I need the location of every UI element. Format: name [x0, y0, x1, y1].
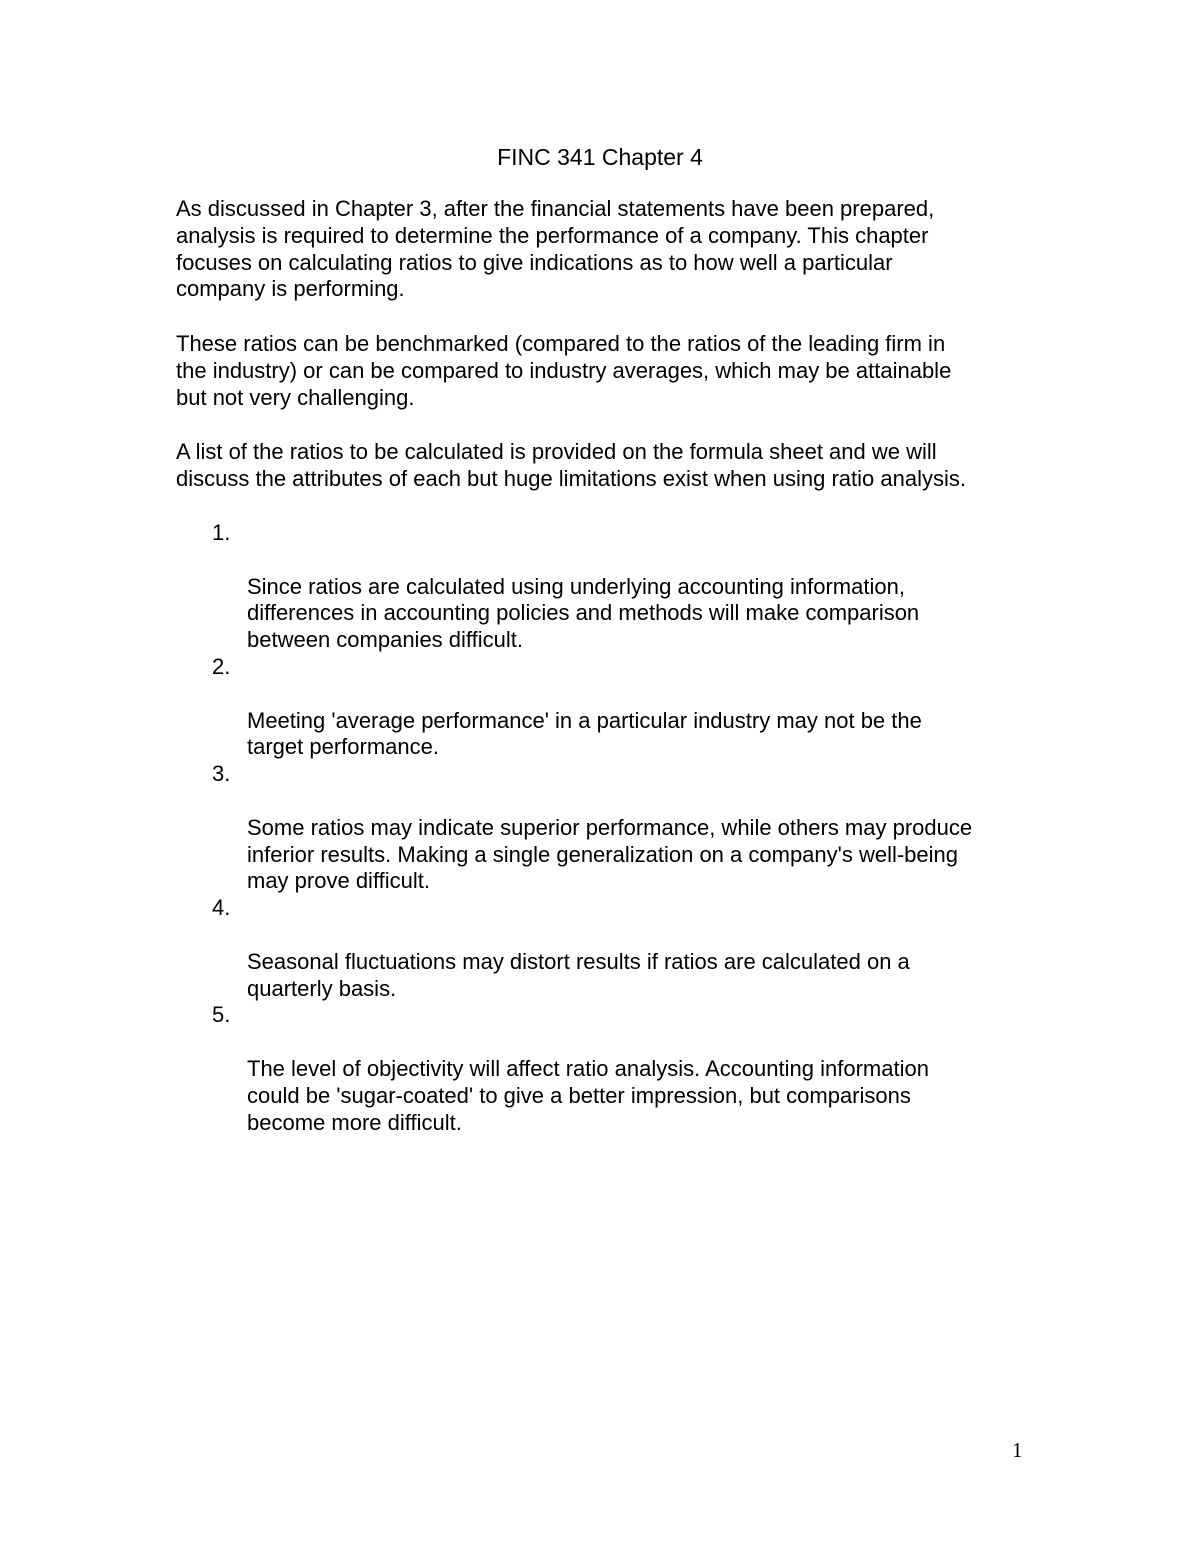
limitations-paragraph: A list of the ratios to be calculated is provided on the formula sheet and we will discuss the attributes of each but huge limitations exist when using ratio analysis.: [176, 439, 966, 491]
list-item-text: Seasonal fluctuations may distort results if ratios are calculated on a quarterly basis.: [247, 948, 910, 1001]
list-item-number: 2.: [212, 653, 231, 679]
list-item: [176, 1002, 1046, 1136]
page-number: 1: [1012, 1438, 1023, 1462]
list-item-text: Meeting 'average performance' in a particular industry may not be the target performance.: [247, 707, 922, 760]
benchmark-paragraph: These ratios can be benchmarked (compared to the ratios of the leading firm in the industry) or can be compared to industry averages, which may be attainable but not very challenging.: [176, 331, 952, 410]
intro-paragraph: As discussed in Chapter 3, after the financial statements have been prepared, analysis is required to determine the performance of a company. This chapter focuses on calculating ratios to give indications as to how well a particular company is performing.: [176, 196, 935, 302]
list-item: [176, 520, 1046, 654]
list-item: [176, 895, 1046, 1002]
list-item-text: Some ratios may indicate superior performance, while others may produce inferior results. Making a single generalization on a company's well-being may prove difficult.: [247, 814, 973, 894]
list-item-number: 3.: [212, 761, 231, 787]
list-item-number: 5.: [212, 1002, 231, 1028]
document-title: FINC 341 Chapter 4: [497, 144, 703, 170]
list-item: [176, 654, 1046, 761]
list-item-number: 4.: [212, 895, 231, 921]
list-item-text: The level of objectivity will affect ratio analysis. Accounting information could be 'sugar-coated' to give a better impression, but comparisons become more difficult.: [247, 1055, 929, 1135]
list-item-number: 1.: [212, 520, 231, 545]
list-item-text: Since ratios are calculated using underlying accounting information, differences in accounting policies and methods will make comparison between companies difficult.: [247, 573, 920, 653]
list-item: [176, 761, 1046, 895]
limitations-list: [176, 520, 1046, 1136]
